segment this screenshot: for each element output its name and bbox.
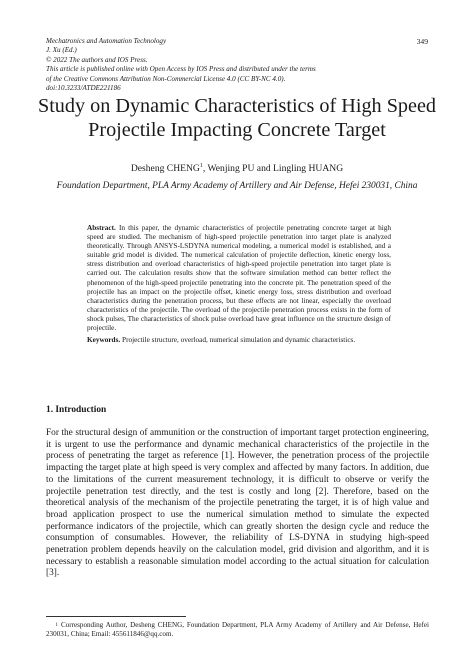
body-paragraph: For the structural design of ammunition or the construction of important target protection engineering, it is urgent to use the performance and dynamic mechanical characteristics of the projectile in the process of penetrating the target as reference [1]. However, the penetration process of the projectile impacting the target plate at high speed is very complex and affected by many factors. In addition, due to the limitations of the current measurement technology, it is difficult to observe or verify the projectile penetration test directly, and the test is costly and long [2]. Therefore, based on the theoretical analysis of the mechanism of the projectile penetrating the target, it is of high value and broad application prospect to use the numerical simulation method to simulate the expected performance indicators of the projectile, which can greatly shorten the design cycle and reduce the consumption of consumables. However, the reliability of LS-DYNA in studying high-speed penetration problem depends heavily on the calculation model, grid division and algorithm, and it is necessary to establish a reasonable simulation model according to the actual situation for calculation [3]. <box>46 428 429 579</box>
editor-line: J. Xu (Ed.) <box>46 46 77 55</box>
keywords-label: Keywords. <box>87 336 121 344</box>
journal-header <box>46 37 406 93</box>
keywords-text: Projectile structure, overload, numerical simulation and dynamic characteristics. <box>122 336 356 344</box>
affiliation: Foundation Department, PLA Army Academy of Artillery and Air Defense, Hefei 230031, China <box>56 181 418 191</box>
page-number: 349 <box>416 37 428 46</box>
abstract-text: In this paper, the dynamic characteristics of projectile penetrating concrete target at high speed are studied. The mechanism of high-speed projectile penetration into target plate is analyzed theoretically. Through ANSYS-LSDYNA numerical modeling, a numerical model is established, and a suitable grid model is divided. The numerical calculation of projectile deflection, kinetic energy loss, stress distribution and overload characteristics of high-speed projectile penetration into target plate is carried out. The calculation results show that the software simulation method can better reflect the phenomenon of the high-speed projectile penetrating into the concrete pit. The penetration speed of the projectile has an impact on the projectile offset, kinetic energy loss, stress distribution and overload characteristics during the penetration process, but these effects are not linear, especially the overload characteristics of the projectile. The overload of the projectile penetration process exists in the form of shock pulses, The characteristics of shock pulse overload have great influence on the structure design of projectile. <box>87 224 391 333</box>
abstract <box>87 224 391 333</box>
copyright-line: © 2022 The authors and IOS Press. <box>46 55 148 64</box>
other-authors: , Wenjing PU and Lingling HUANG <box>202 163 344 175</box>
footnote-text: Corresponding Author, Desheng CHENG, Foundation Department, PLA Army Academy of Artillery and Air Defense, Hefei 230031, China; Email: 455611846@qq.com. <box>46 621 429 639</box>
author-list <box>30 163 444 174</box>
journal-name: Mechatronics and Automation Technology <box>46 37 167 45</box>
license-line-2: of the Creative Commons Attribution Non-Commercial License 4.0 (CC BY-NC 4.0). <box>46 74 286 83</box>
footnote-mark: 1 <box>55 623 58 628</box>
doi-line[interactable]: doi:10.3233/ATDE221186 <box>46 84 121 93</box>
footnote <box>46 621 429 639</box>
license-line-1: This article is published online with Open Access by IOS Press and distributed under the terms <box>46 65 316 74</box>
abstract-label: Abstract. <box>87 224 116 232</box>
paper-title: Study on Dynamic Characteristics of High Speed Projectile Impacting Concrete Target <box>37 95 437 141</box>
section-heading: 1. Introduction <box>46 405 107 415</box>
keywords <box>87 336 391 345</box>
author-footnote-mark: 1 <box>199 163 203 169</box>
footnote-divider <box>46 616 186 617</box>
first-author: Desheng CHENG <box>130 163 200 175</box>
